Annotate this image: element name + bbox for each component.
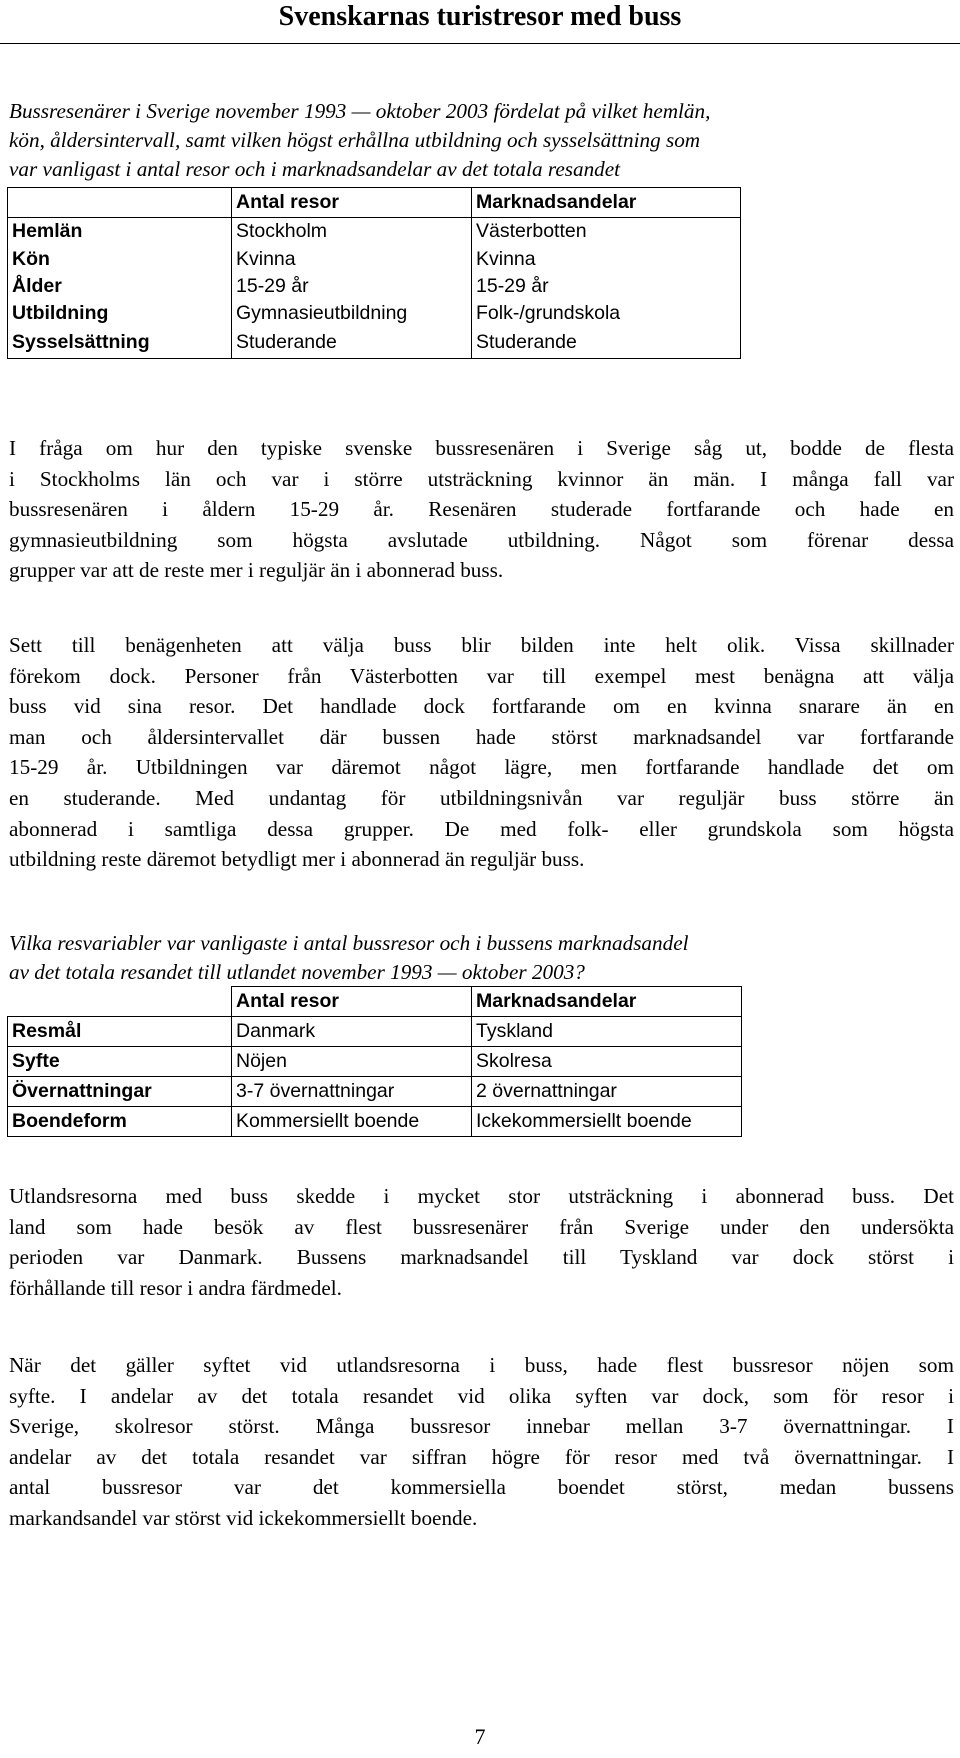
paragraph-line: abonnerad i samtliga dessa grupper. De med folk- eller grundskola som högsta <box>9 816 954 841</box>
table-row <box>8 327 741 359</box>
cell-antal-resor: Stockholm <box>232 218 472 246</box>
cell-marknadsandelar: Tyskland <box>472 1017 742 1047</box>
table-row <box>8 1077 742 1107</box>
column-header-marknadsandelar: Marknadsandelar <box>472 188 741 218</box>
table-header-row <box>8 188 741 218</box>
table-row <box>8 273 741 300</box>
cell-marknadsandelar: 15-29 år <box>472 273 741 300</box>
paragraph-line: utbildning reste däremot betydligt mer i abonnerad än reguljär buss. <box>9 847 585 872</box>
cell-antal-resor: Gymnasieutbildning <box>232 300 472 327</box>
cell-marknadsandelar: Studerande <box>472 327 741 359</box>
column-header-marknadsandelar: Marknadsandelar <box>472 987 742 1017</box>
table-row <box>8 300 741 327</box>
table-row <box>8 218 741 246</box>
cell-antal-resor: Kvinna <box>232 246 472 273</box>
paragraph-line: syfte. I andelar av det totala resandet vid olika syften var dock, som för resor i <box>9 1383 954 1408</box>
table2-caption <box>9 929 954 987</box>
caption-line: var vanligast i antal resor och i marknadsandelar av det totala resandet <box>9 157 621 181</box>
cell-antal-resor: 15-29 år <box>232 273 472 300</box>
cell-marknadsandelar: 2 övernattningar <box>472 1077 742 1107</box>
cell-marknadsandelar: Västerbotten <box>472 218 741 246</box>
paragraph-line: förhållande till resor i andra färdmedel. <box>9 1275 342 1300</box>
table1-caption <box>9 97 954 184</box>
cell-antal-resor: Nöjen <box>232 1047 472 1077</box>
paragraph-line: buss vid sina resor. Det handlade dock fortfarande om en kvinna snarare än en <box>9 694 954 719</box>
paragraph-line: Sverige, skolresor störst. Många bussresor innebar mellan 3-7 övernattningar. I <box>9 1414 954 1439</box>
paragraph-line: I fråga om hur den typiske svenske bussresenären i Sverige såg ut, bodde de flesta <box>9 436 954 460</box>
paragraph-line: i Stockholms län och var i större utsträckning kvinnor än män. I många fall var <box>9 466 954 491</box>
paragraph-line: grupper var att de reste mer i reguljär än i abonnerad buss. <box>9 558 504 583</box>
table-row <box>8 246 741 273</box>
paragraph-line: 15-29 år. Utbildningen var däremot något lägre, men fortfarande handlade det om <box>9 755 954 780</box>
table-corner-cell <box>8 987 232 1017</box>
row-label: Sysselsättning <box>8 327 232 359</box>
paragraph-line: man och åldersintervallet där bussen hade störst marknadsandel var fortfarande <box>9 724 954 749</box>
paragraph-propensity <box>9 630 954 875</box>
paragraph-line: När det gäller syftet vid utlandsresorna i buss, hade flest bussresor nöjen som <box>9 1353 954 1377</box>
cell-marknadsandelar: Folk-/grundskola <box>472 300 741 327</box>
caption-line: Bussresenärer i Sverige november 1993 — oktober 2003 fördelat på vilket hemlän, <box>9 99 711 123</box>
paragraph-line: antal bussresor var det kommersiella boendet störst, medan bussens <box>9 1475 954 1500</box>
header-rule <box>0 43 960 44</box>
paragraph-line: andelar av det totala resandet var siffran högre för resor med två övernattningar. I <box>9 1444 954 1469</box>
paragraph-line: land som hade besök av flest bussresenärer från Sverige under den undersökta <box>9 1214 954 1239</box>
caption-line: av det totala resandet till utlandet november 1993 — oktober 2003? <box>9 960 585 984</box>
cell-marknadsandelar: Kvinna <box>472 246 741 273</box>
international-travel-table <box>7 986 742 1137</box>
row-label: Kön <box>8 246 232 273</box>
paragraph-trip-purpose <box>9 1350 954 1534</box>
page-header-title: Svenskarnas turistresor med buss <box>278 1 682 32</box>
paragraph-line: förekom dock. Personer från Västerbotten var till exempel mest benägna att välja <box>9 663 954 688</box>
caption-line: Vilka resvariabler var vanligaste i antal bussresor och i bussens marknadsandel <box>9 931 689 955</box>
row-label: Syfte <box>8 1047 232 1077</box>
row-label: Resmål <box>8 1017 232 1047</box>
cell-antal-resor: 3-7 övernattningar <box>232 1077 472 1107</box>
paragraph-typical-traveler <box>9 433 954 586</box>
paragraph-line: bussresenären i åldern 15-29 år. Resenären studerade fortfarande och hade en <box>9 497 954 522</box>
row-label: Utbildning <box>8 300 232 327</box>
cell-antal-resor: Studerande <box>232 327 472 359</box>
cell-marknadsandelar: Skolresa <box>472 1047 742 1077</box>
column-header-antal-resor: Antal resor <box>232 987 472 1017</box>
domestic-travel-table <box>7 187 741 359</box>
paragraph-line: Utlandsresorna med buss skedde i mycket stor utsträckning i abonnerad buss. Det <box>9 1184 954 1208</box>
paragraph-line: en studerande. Med undantag för utbildningsnivån var reguljär buss större än <box>9 785 954 810</box>
table-header-row <box>8 987 742 1017</box>
table-row <box>8 1017 742 1047</box>
table-corner-cell <box>8 188 232 218</box>
table-row <box>8 1107 742 1137</box>
cell-antal-resor: Danmark <box>232 1017 472 1047</box>
cell-antal-resor: Kommersiellt boende <box>232 1107 472 1137</box>
row-label: Ålder <box>8 273 232 300</box>
cell-marknadsandelar: Ickekommersiellt boende <box>472 1107 742 1137</box>
row-label: Övernattningar <box>8 1077 232 1107</box>
paragraph-line: Sett till benägenheten att välja buss blir bilden inte helt olik. Vissa skillnader <box>9 633 954 657</box>
row-label: Boendeform <box>8 1107 232 1137</box>
paragraph-abroad-trips <box>9 1181 954 1303</box>
table-row <box>8 1047 742 1077</box>
paragraph-line: gymnasieutbildning som högsta avslutade utbildning. Något som förenar dessa <box>9 527 954 552</box>
column-header-antal-resor: Antal resor <box>232 188 472 218</box>
paragraph-line: markandsandel var störst vid ickekommersiellt boende. <box>9 1505 478 1530</box>
caption-line: kön, åldersintervall, samt vilken högst erhållna utbildning och sysselsättning som <box>9 128 701 152</box>
page-number: 7 <box>474 1724 486 1749</box>
paragraph-line: perioden var Danmark. Bussens marknadsandel till Tyskland var dock störst i <box>9 1245 954 1270</box>
row-label: Hemlän <box>8 218 232 246</box>
